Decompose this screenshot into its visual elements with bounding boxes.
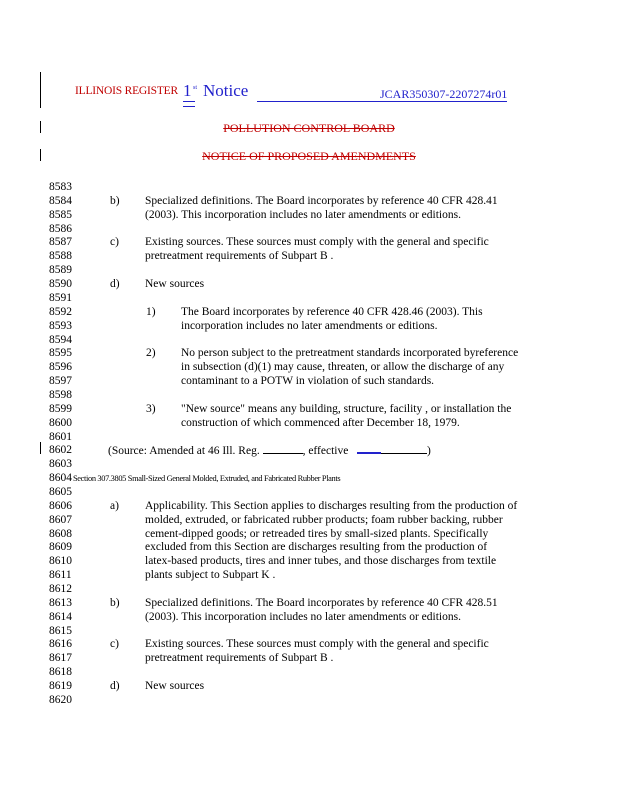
line-number: 8601 [49, 430, 72, 443]
document-line [0, 527, 618, 541]
line-number: 8594 [49, 333, 72, 346]
line-text: construction of which commenced after December 18, 1979. [181, 416, 460, 429]
line-number: 8592 [49, 305, 72, 318]
line-number: 8608 [49, 527, 72, 540]
blank-date[interactable] [357, 443, 427, 454]
line-number: 8600 [49, 416, 72, 429]
document-line [0, 263, 618, 277]
notice-number-suffix: st [193, 85, 198, 91]
document-line [0, 180, 618, 194]
line-number: 8610 [49, 555, 72, 568]
header-dash [183, 106, 195, 107]
notice-number: 1 [183, 81, 192, 100]
document-line [0, 457, 618, 471]
document-line [0, 360, 618, 374]
document-line [0, 319, 618, 333]
change-bar [40, 72, 41, 108]
line-number: 8586 [49, 222, 72, 235]
line-number: 8612 [49, 582, 72, 595]
line-text: "New source" means any building, structure, facility , or installation the [181, 402, 512, 415]
line-number: 8615 [49, 624, 72, 637]
list-marker: c) [110, 236, 119, 249]
list-marker: b) [110, 194, 120, 207]
line-number: 8614 [49, 610, 72, 623]
document-line [0, 222, 618, 236]
list-marker: 1) [146, 305, 156, 318]
line-text: New sources [145, 278, 205, 290]
document-line [0, 485, 618, 499]
line-text: in subsection (d)(1) may cause, threaten, or allow the discharge of any [181, 361, 505, 374]
register-title: ILLINOIS REGISTER [75, 85, 178, 97]
line-number: 8593 [49, 319, 72, 332]
line-number: 8617 [49, 652, 72, 665]
line-number: 8618 [49, 666, 72, 679]
line-number: 8584 [49, 194, 72, 207]
line-number: 8605 [49, 485, 72, 498]
document-line [0, 554, 618, 568]
document-line [0, 693, 618, 707]
document-line [0, 235, 618, 249]
line-text: Applicability. This Section applies to discharges resulting from the production of [145, 499, 518, 512]
line-text: New sources [145, 680, 205, 692]
document-line [0, 665, 618, 679]
line-text: Existing sources. These sources must comply with the general and specific [145, 638, 489, 651]
list-marker: c) [110, 638, 119, 651]
line-number: 8599 [49, 402, 72, 415]
notice-label: Notice [203, 81, 249, 100]
line-number: 8590 [49, 278, 72, 290]
line-number: 8607 [49, 513, 72, 526]
document-line [0, 346, 618, 360]
line-text: (2003). This incorporation includes no later amendments or editions. [145, 208, 461, 221]
document-line [0, 333, 618, 347]
line-number: 8620 [49, 693, 72, 706]
document-line [0, 582, 618, 596]
document-line [0, 416, 618, 430]
line-number: 8591 [49, 291, 72, 304]
document-line [0, 651, 618, 665]
line-number: 8606 [49, 499, 72, 512]
document-line [0, 637, 618, 651]
line-text: The Board incorporates by reference 40 CFR 428.46 (2003). This [181, 305, 483, 318]
line-text: excluded from this Section are discharges resulting from the production of [145, 541, 488, 554]
blank-volume[interactable] [263, 443, 303, 454]
line-text: pretreatment requirements of Subpart B . [145, 652, 334, 665]
line-number: 8611 [49, 569, 72, 582]
document-line [0, 596, 618, 610]
document-line [0, 305, 618, 319]
line-text: No person subject to the pretreatment standards incorporated byreference [181, 347, 519, 360]
document-line [0, 443, 618, 457]
line-number: 8613 [49, 596, 72, 609]
line-number: 8585 [49, 208, 72, 221]
line-text: contaminant to a POTW in violation of such standards. [181, 375, 435, 387]
source-close: ) [426, 445, 431, 458]
list-marker: 3) [146, 402, 156, 415]
line-number: 8603 [49, 458, 72, 471]
line-number: 8602 [49, 444, 72, 457]
line-number: 8596 [49, 361, 72, 374]
section-heading: Section 307.3805 Small-Sized General Molded, Extruded, and Fabricated Rubber Plants [73, 474, 341, 484]
line-number: 8619 [49, 680, 72, 692]
line-number: 8598 [49, 388, 72, 401]
document-line [0, 208, 618, 222]
list-marker: d) [110, 680, 120, 692]
list-marker: b) [110, 596, 120, 609]
source-note [108, 443, 431, 458]
line-text: (2003). This incorporation includes no later amendments or editions. [145, 610, 461, 623]
document-line [0, 402, 618, 416]
header-dash [183, 101, 195, 102]
line-number: 8609 [49, 541, 72, 554]
document-line [0, 374, 618, 388]
line-text: Existing sources. These sources must comply with the general and specific [145, 236, 489, 249]
list-marker: a) [110, 499, 119, 512]
line-text: plants subject to Subpart K . [145, 569, 276, 582]
document-line [0, 194, 618, 208]
document-line [0, 499, 618, 513]
line-text: Specialized definitions. The Board incorporates by reference 40 CFR 428.41 [145, 194, 498, 207]
source-effective: , effective [302, 445, 349, 458]
document-line [0, 540, 618, 554]
line-number: 8583 [49, 181, 72, 193]
line-number: 8595 [49, 347, 72, 360]
document-line [0, 430, 618, 444]
source-prefix: (Source: Amended at 46 Ill. Reg. [108, 445, 260, 458]
line-number: 8616 [49, 638, 72, 651]
document-line [0, 249, 618, 263]
notice-title: NOTICE OF PROPOSED AMENDMENTS [202, 149, 416, 163]
line-text: pretreatment requirements of Subpart B . [145, 250, 334, 263]
document-line [0, 291, 618, 305]
list-marker: 2) [146, 347, 156, 360]
document-line [0, 568, 618, 582]
document-line [0, 679, 618, 693]
document-line [0, 610, 618, 624]
document-line [0, 513, 618, 527]
document-line [0, 388, 618, 402]
document-line [0, 471, 618, 485]
list-marker: d) [110, 278, 120, 290]
line-number: 8588 [49, 250, 72, 263]
line-number: 8597 [49, 375, 72, 387]
line-text: incorporation includes no later amendments or editions. [181, 319, 438, 332]
line-text: latex-based products, tires and inner tubes, and those discharges from textile [145, 555, 497, 568]
document-line [0, 277, 618, 291]
line-number: 8589 [49, 264, 72, 277]
line-text: Specialized definitions. The Board incorporates by reference 40 CFR 428.51 [145, 596, 498, 609]
line-text: molded, extruded, or fabricated rubber products; foam rubber backing, rubber [145, 513, 503, 526]
line-number: 8587 [49, 236, 72, 249]
line-text: cement-dipped goods; or retreaded tires by small-sized plants. Specifically [145, 527, 489, 540]
document-line [0, 624, 618, 638]
board-title: POLLUTION CONTROL BOARD [223, 121, 395, 135]
line-number: 8604 [49, 472, 72, 485]
document-id: JCAR350307-2207274r01 [380, 87, 508, 101]
